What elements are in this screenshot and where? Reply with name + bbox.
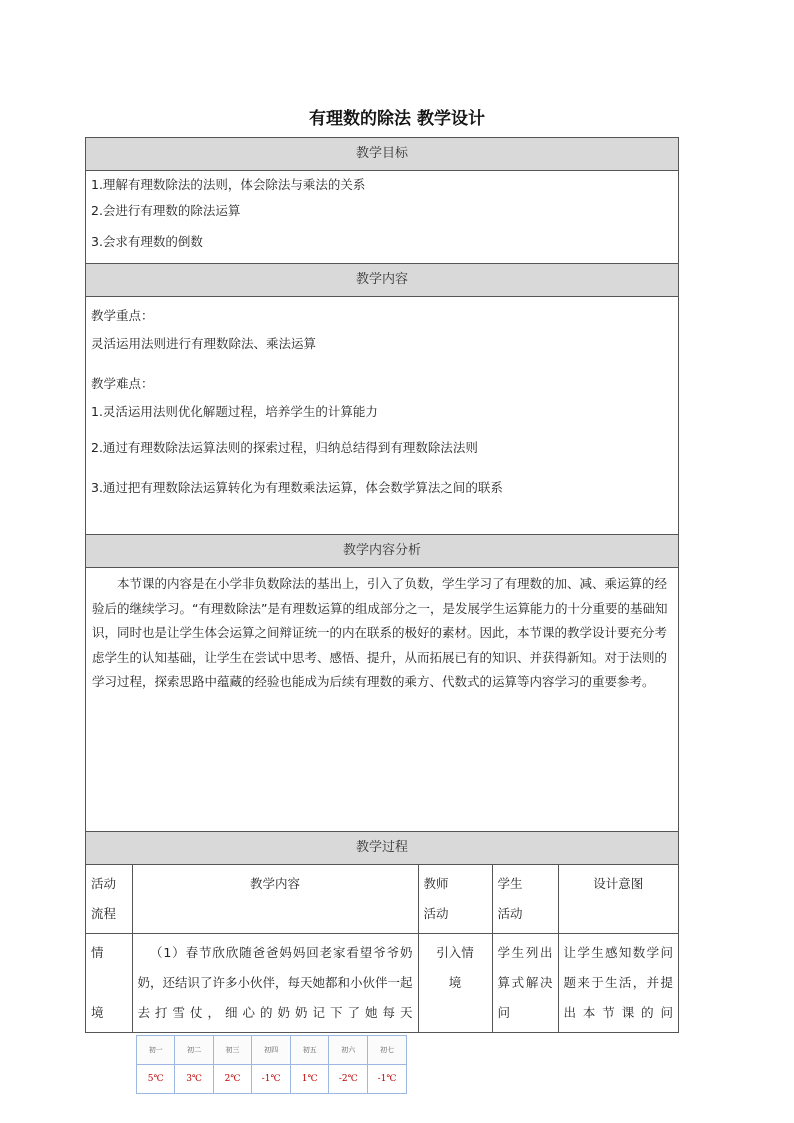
goals-body [86, 171, 678, 264]
process-header: 教学过程 [86, 832, 678, 865]
day-cell: 初一 [137, 1036, 175, 1065]
document-title: 有理数的除法 教学设计 [309, 109, 485, 129]
lesson-plan-table [85, 137, 679, 1033]
process-header-row [86, 865, 678, 934]
temp-cell: 2℃ [213, 1065, 251, 1094]
day-cell: 初七 [368, 1036, 407, 1065]
temperature-values-row [137, 1065, 407, 1094]
key-points-text: 灵活运用法则进行有理数除法、乘法运算 [91, 336, 317, 351]
goal-item: 3.会求有理数的倒数 [91, 234, 203, 249]
temp-cell: 1℃ [290, 1065, 328, 1094]
day-cell: 初六 [329, 1036, 368, 1065]
table-row [86, 934, 678, 1033]
col-activity: 活动 流程 [86, 865, 132, 934]
temp-cell: -1℃ [252, 1065, 291, 1094]
goal-item: 1.理解有理数除法的法则，体会除法与乘法的关系 [91, 177, 366, 192]
content-body [86, 297, 678, 535]
difficult-item: 1.灵活运用法则优化解题过程，培养学生的计算能力 [91, 404, 378, 419]
key-points-label: 教学重点： [91, 308, 154, 323]
goal-item: 2.会进行有理数的除法运算 [91, 203, 241, 218]
analysis-header: 教学内容分析 [86, 535, 678, 568]
difficult-item: 3.通过把有理数除法运算转化为有理数乘法运算，体会数学算法之间的联系 [91, 480, 503, 495]
col-teacher: 教师 活动 [418, 865, 492, 934]
temp-cell: -2℃ [329, 1065, 368, 1094]
row-content: （1）春节欣欣随爸爸妈妈回老家看望爷爷奶奶，还结识了许多小伙伴，每天她都和小伙伴一起去打雪仗，细心的奶奶记下了她每天 [132, 934, 418, 1033]
row-intent: 让学生感知数学问题来于生活，并提出本节课的问 [563, 945, 673, 1020]
row-student: 学生列出算式解决问 [492, 934, 558, 1033]
temp-cell: 5℃ [137, 1065, 175, 1094]
temperature-days-row [137, 1036, 407, 1065]
content-header: 教学内容 [86, 264, 678, 297]
difficult-item: 2.通过有理数除法运算法则的探索过程，归纳总结得到有理数除法法则 [91, 440, 478, 455]
col-content: 教学内容 [132, 865, 418, 934]
col-intent: 设计意图 [558, 865, 678, 934]
day-cell: 初五 [290, 1036, 328, 1065]
goals-header: 教学目标 [86, 138, 678, 171]
analysis-text: 本节课的内容是在小学非负数除法的基出上，引入了负数，学生学习了有理数的加、减、乘运算的经验后的继续学习。“有理数除法”是有理数运算的组成部分之一，是发展学生运算能力的十分重要的基础知识，同时也是让学生体会运算之间辩证统一的内在联系的极好的素材。因此，本节课的教学设计要充分考虑学生的认知基础，让学生在尝试中思考、感悟、提升，从而拓展已有的知识、并获得新知。对于法则的学习过程，探索思路中蕴藏的经验也能成为后续有理数的乘方、代数式的运算等内容学习的重要参考。 [92, 576, 668, 689]
process-table [86, 865, 678, 1032]
temperature-table [136, 1035, 407, 1094]
temp-cell: -1℃ [368, 1065, 407, 1094]
difficult-points-label: 教学难点： [91, 376, 154, 391]
day-cell: 初二 [175, 1036, 213, 1065]
analysis-body [86, 568, 678, 832]
col-student: 学生 活动 [492, 865, 558, 934]
temp-cell: 3℃ [175, 1065, 213, 1094]
row-teacher: 引入情境 [418, 934, 492, 1033]
row-activity: 情 境 [86, 934, 132, 1033]
day-cell: 初三 [213, 1036, 251, 1065]
day-cell: 初四 [252, 1036, 291, 1065]
